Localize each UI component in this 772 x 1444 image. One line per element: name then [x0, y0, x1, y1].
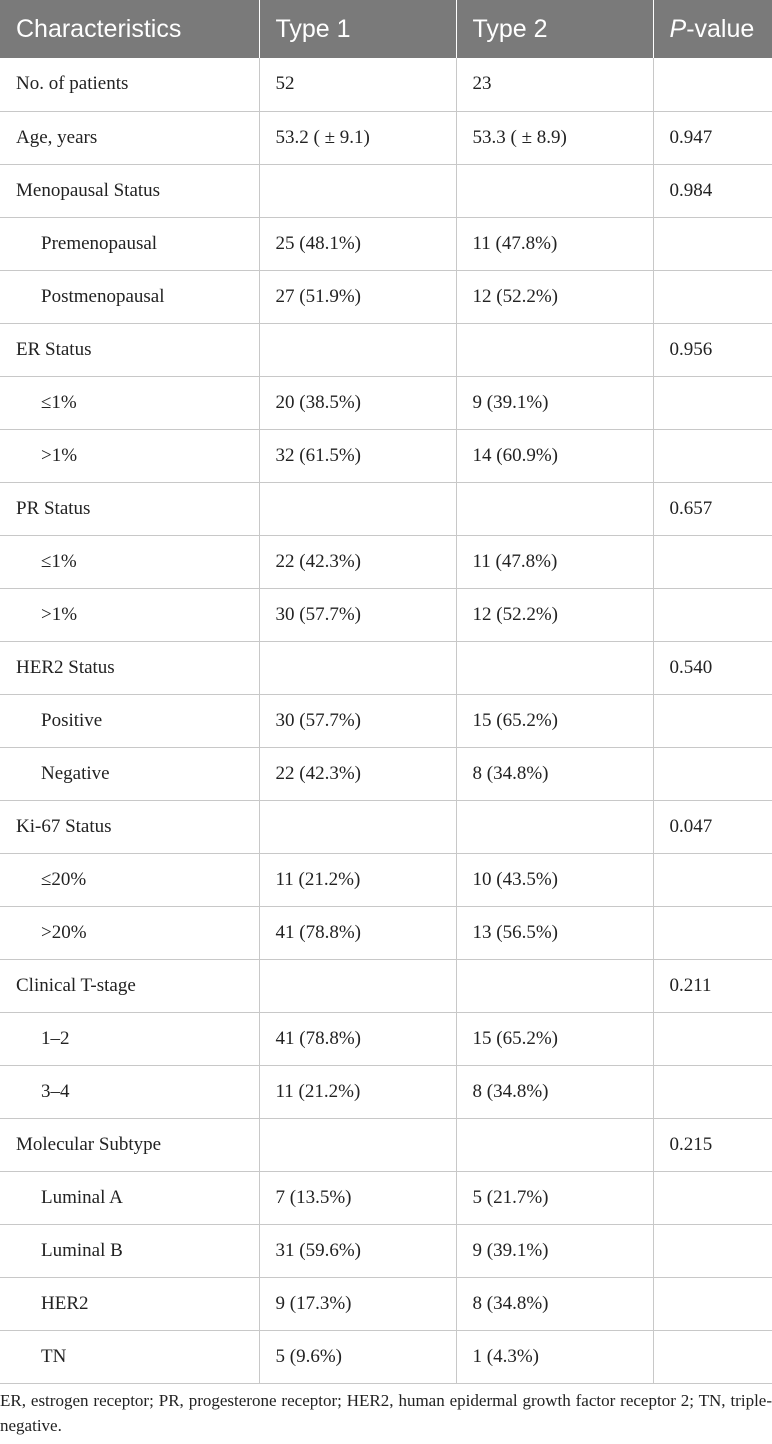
- table-row: [0, 1118, 772, 1171]
- row-type-1-value: 7 (13.5%): [259, 1171, 456, 1224]
- row-label: ≤1%: [0, 535, 259, 588]
- table-row: [0, 694, 772, 747]
- row-label: Clinical T-stage: [0, 959, 259, 1012]
- row-label: ER Status: [0, 323, 259, 376]
- row-p-value: [653, 270, 772, 323]
- row-type-2-value: 8 (34.8%): [456, 1065, 653, 1118]
- row-label: 3–4: [0, 1065, 259, 1118]
- row-p-value: 0.956: [653, 323, 772, 376]
- row-label: Luminal A: [0, 1171, 259, 1224]
- row-label: Positive: [0, 694, 259, 747]
- table-row: [0, 853, 772, 906]
- row-type-2-value: 15 (65.2%): [456, 1012, 653, 1065]
- row-type-2-value: 8 (34.8%): [456, 1277, 653, 1330]
- row-p-value: [653, 1065, 772, 1118]
- table-row: [0, 588, 772, 641]
- row-type-1-value: 11 (21.2%): [259, 853, 456, 906]
- row-type-2-value: 1 (4.3%): [456, 1330, 653, 1383]
- row-p-value: [653, 1224, 772, 1277]
- header-p-word: value: [694, 14, 755, 43]
- row-p-value: [653, 906, 772, 959]
- row-type-1-value: 53.2 ( ± 9.1): [259, 111, 456, 164]
- row-type-1-value: 25 (48.1%): [259, 217, 456, 270]
- table-row: [0, 1224, 772, 1277]
- row-type-1-value: 22 (42.3%): [259, 535, 456, 588]
- table-row: [0, 1277, 772, 1330]
- row-label: Postmenopausal: [0, 270, 259, 323]
- table-row: [0, 323, 772, 376]
- row-type-1-value: [259, 1118, 456, 1171]
- row-type-1-value: 20 (38.5%): [259, 376, 456, 429]
- header-type-1: Type 1: [259, 0, 456, 58]
- row-type-2-value: 11 (47.8%): [456, 217, 653, 270]
- row-label: PR Status: [0, 482, 259, 535]
- row-p-value: 0.215: [653, 1118, 772, 1171]
- table-row: [0, 217, 772, 270]
- row-type-1-value: 22 (42.3%): [259, 747, 456, 800]
- row-type-2-value: [456, 641, 653, 694]
- row-type-2-value: [456, 800, 653, 853]
- row-label: ≤1%: [0, 376, 259, 429]
- table-row: [0, 111, 772, 164]
- header-p-value: [653, 0, 772, 58]
- row-type-2-value: [456, 482, 653, 535]
- row-p-value: 0.047: [653, 800, 772, 853]
- table-row: [0, 535, 772, 588]
- row-label: HER2 Status: [0, 641, 259, 694]
- row-p-value: [653, 747, 772, 800]
- row-type-2-value: 11 (47.8%): [456, 535, 653, 588]
- row-type-2-value: [456, 959, 653, 1012]
- row-label: Age, years: [0, 111, 259, 164]
- row-type-2-value: [456, 1118, 653, 1171]
- row-type-1-value: [259, 959, 456, 1012]
- row-type-2-value: 8 (34.8%): [456, 747, 653, 800]
- row-label: Luminal B: [0, 1224, 259, 1277]
- table-row: [0, 800, 772, 853]
- row-label: Ki-67 Status: [0, 800, 259, 853]
- table-row: [0, 747, 772, 800]
- row-p-value: [653, 588, 772, 641]
- row-type-1-value: 52: [259, 58, 456, 111]
- row-type-2-value: 12 (52.2%): [456, 588, 653, 641]
- row-label: >1%: [0, 588, 259, 641]
- row-p-value: [653, 217, 772, 270]
- row-type-1-value: [259, 323, 456, 376]
- row-p-value: 0.540: [653, 641, 772, 694]
- row-type-2-value: 15 (65.2%): [456, 694, 653, 747]
- row-p-value: 0.657: [653, 482, 772, 535]
- row-label: >20%: [0, 906, 259, 959]
- row-type-1-value: [259, 641, 456, 694]
- row-type-1-value: 11 (21.2%): [259, 1065, 456, 1118]
- row-p-value: [653, 58, 772, 111]
- table-row: [0, 906, 772, 959]
- row-label: ≤20%: [0, 853, 259, 906]
- table-row: [0, 164, 772, 217]
- row-type-2-value: 13 (56.5%): [456, 906, 653, 959]
- table-row: [0, 1330, 772, 1383]
- table-row: [0, 429, 772, 482]
- row-type-2-value: 9 (39.1%): [456, 376, 653, 429]
- row-type-1-value: 30 (57.7%): [259, 588, 456, 641]
- table-row: [0, 58, 772, 111]
- row-p-value: [653, 535, 772, 588]
- row-type-1-value: 32 (61.5%): [259, 429, 456, 482]
- row-type-1-value: [259, 800, 456, 853]
- row-type-1-value: [259, 164, 456, 217]
- row-p-value: 0.947: [653, 111, 772, 164]
- table-row: [0, 1171, 772, 1224]
- row-type-1-value: 9 (17.3%): [259, 1277, 456, 1330]
- table-header: [0, 0, 772, 58]
- row-type-2-value: [456, 323, 653, 376]
- table-body: [0, 58, 772, 1383]
- table-row: [0, 270, 772, 323]
- row-label: No. of patients: [0, 58, 259, 111]
- header-row: [0, 0, 772, 58]
- row-label: >1%: [0, 429, 259, 482]
- table-row: [0, 1012, 772, 1065]
- header-type-2: Type 2: [456, 0, 653, 58]
- row-type-2-value: 23: [456, 58, 653, 111]
- header-p-dash: -: [686, 14, 695, 43]
- row-p-value: [653, 429, 772, 482]
- row-type-1-value: 31 (59.6%): [259, 1224, 456, 1277]
- row-type-2-value: 12 (52.2%): [456, 270, 653, 323]
- table-row: [0, 959, 772, 1012]
- header-p-letter: P: [669, 14, 687, 43]
- row-type-2-value: 53.3 ( ± 8.9): [456, 111, 653, 164]
- row-label: Molecular Subtype: [0, 1118, 259, 1171]
- row-p-value: [653, 1171, 772, 1224]
- row-type-2-value: 14 (60.9%): [456, 429, 653, 482]
- row-label: 1–2: [0, 1012, 259, 1065]
- row-p-value: [653, 1330, 772, 1383]
- row-p-value: [653, 1012, 772, 1065]
- row-label: Menopausal Status: [0, 164, 259, 217]
- row-p-value: [653, 853, 772, 906]
- row-type-2-value: 10 (43.5%): [456, 853, 653, 906]
- table-row: [0, 1065, 772, 1118]
- row-type-1-value: 5 (9.6%): [259, 1330, 456, 1383]
- row-type-2-value: 5 (21.7%): [456, 1171, 653, 1224]
- table-row: [0, 641, 772, 694]
- row-type-1-value: 41 (78.8%): [259, 906, 456, 959]
- row-p-value: [653, 376, 772, 429]
- row-type-1-value: 30 (57.7%): [259, 694, 456, 747]
- row-label: TN: [0, 1330, 259, 1383]
- header-characteristics: Characteristics: [16, 14, 182, 43]
- row-p-value: [653, 694, 772, 747]
- table-footnote: ER, estrogen receptor; PR, progesterone receptor; HER2, human epidermal growth factor receptor 2; TN, triple-negative.: [0, 1391, 772, 1435]
- row-label: Negative: [0, 747, 259, 800]
- table-row: [0, 482, 772, 535]
- row-type-1-value: [259, 482, 456, 535]
- row-type-1-value: 41 (78.8%): [259, 1012, 456, 1065]
- row-label: Premenopausal: [0, 217, 259, 270]
- row-label: HER2: [0, 1277, 259, 1330]
- row-type-2-value: 9 (39.1%): [456, 1224, 653, 1277]
- row-p-value: [653, 1277, 772, 1330]
- row-p-value: 0.211: [653, 959, 772, 1012]
- row-type-2-value: [456, 164, 653, 217]
- row-type-1-value: 27 (51.9%): [259, 270, 456, 323]
- table-row: [0, 376, 772, 429]
- row-p-value: 0.984: [653, 164, 772, 217]
